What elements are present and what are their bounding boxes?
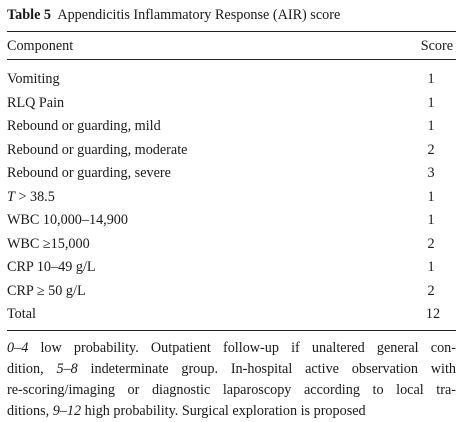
row-score: 1 (427, 188, 435, 205)
row-score: 2 (427, 235, 435, 252)
temperature-threshold: > 38.5 (14, 188, 55, 205)
row-component: Vomiting (7, 71, 60, 87)
row-component (7, 186, 55, 210)
table-row (7, 209, 456, 233)
footnote-line (7, 401, 456, 422)
row-component: WBC ≥15,000 (7, 235, 90, 252)
column-header-score: Score (420, 38, 453, 54)
table-figure (7, 0, 456, 422)
table-label: Table 5 (7, 7, 52, 23)
range-low: 0–4 (7, 339, 29, 356)
table-row (7, 280, 456, 304)
table-row (7, 162, 456, 186)
row-score: 1 (427, 118, 435, 134)
table-row (7, 233, 456, 257)
row-score: 2 (427, 282, 435, 299)
table-row (7, 115, 456, 139)
table-row-total (7, 303, 456, 327)
row-component: CRP 10–49 g/L (7, 259, 96, 275)
temperature-variable: T (7, 188, 15, 205)
row-component: Rebound or guarding, mild (7, 118, 161, 134)
row-score: 2 (427, 141, 435, 158)
table-header (7, 37, 456, 55)
footnote-line (7, 380, 456, 401)
table-row (7, 68, 456, 92)
total-label: Total (7, 306, 36, 322)
table-row (7, 186, 456, 210)
range-high: 9–12 (52, 402, 82, 419)
top-rule (7, 31, 456, 32)
table-body (7, 68, 456, 327)
table-row (7, 92, 456, 116)
bottom-rule (7, 330, 456, 331)
table-caption (7, 6, 456, 24)
row-component: Rebound or guarding, severe (7, 165, 171, 181)
table-title: Appendicitis Inflammatory Response (AIR) score (57, 7, 341, 23)
footnote-line (7, 338, 456, 359)
footnote-text: re-scoring/imaging or diagnostic laparoscopy according to local tra- (7, 381, 456, 398)
row-component: RLQ Pain (7, 94, 65, 111)
column-header-component: Component (7, 38, 74, 54)
row-component: WBC 10,000–14,900 (7, 212, 128, 228)
footnote-text: ditions, (7, 402, 53, 419)
range-mid: 5–8 (56, 360, 78, 377)
footnote-text: dition, (7, 360, 57, 377)
header-rule (7, 59, 456, 60)
row-score: 1 (427, 259, 435, 275)
footnote-text: indeterminate group. In-hospital active observation with (77, 360, 456, 377)
row-component: Rebound or guarding, moderate (7, 141, 188, 158)
row-component: CRP ≥ 50 g/L (7, 282, 86, 299)
row-score: 1 (427, 94, 435, 111)
row-score: 1 (427, 212, 435, 228)
table-row (7, 139, 456, 163)
footnote-line (7, 359, 456, 380)
total-score: 12 (425, 306, 441, 322)
footnote-text: high probability. Surgical exploration is proposed (81, 402, 366, 419)
table-row (7, 256, 456, 280)
row-score: 3 (427, 165, 435, 181)
row-score: 1 (427, 71, 435, 87)
footnote-text: low probability. Outpatient follow-up if unaltered general con- (28, 339, 456, 356)
